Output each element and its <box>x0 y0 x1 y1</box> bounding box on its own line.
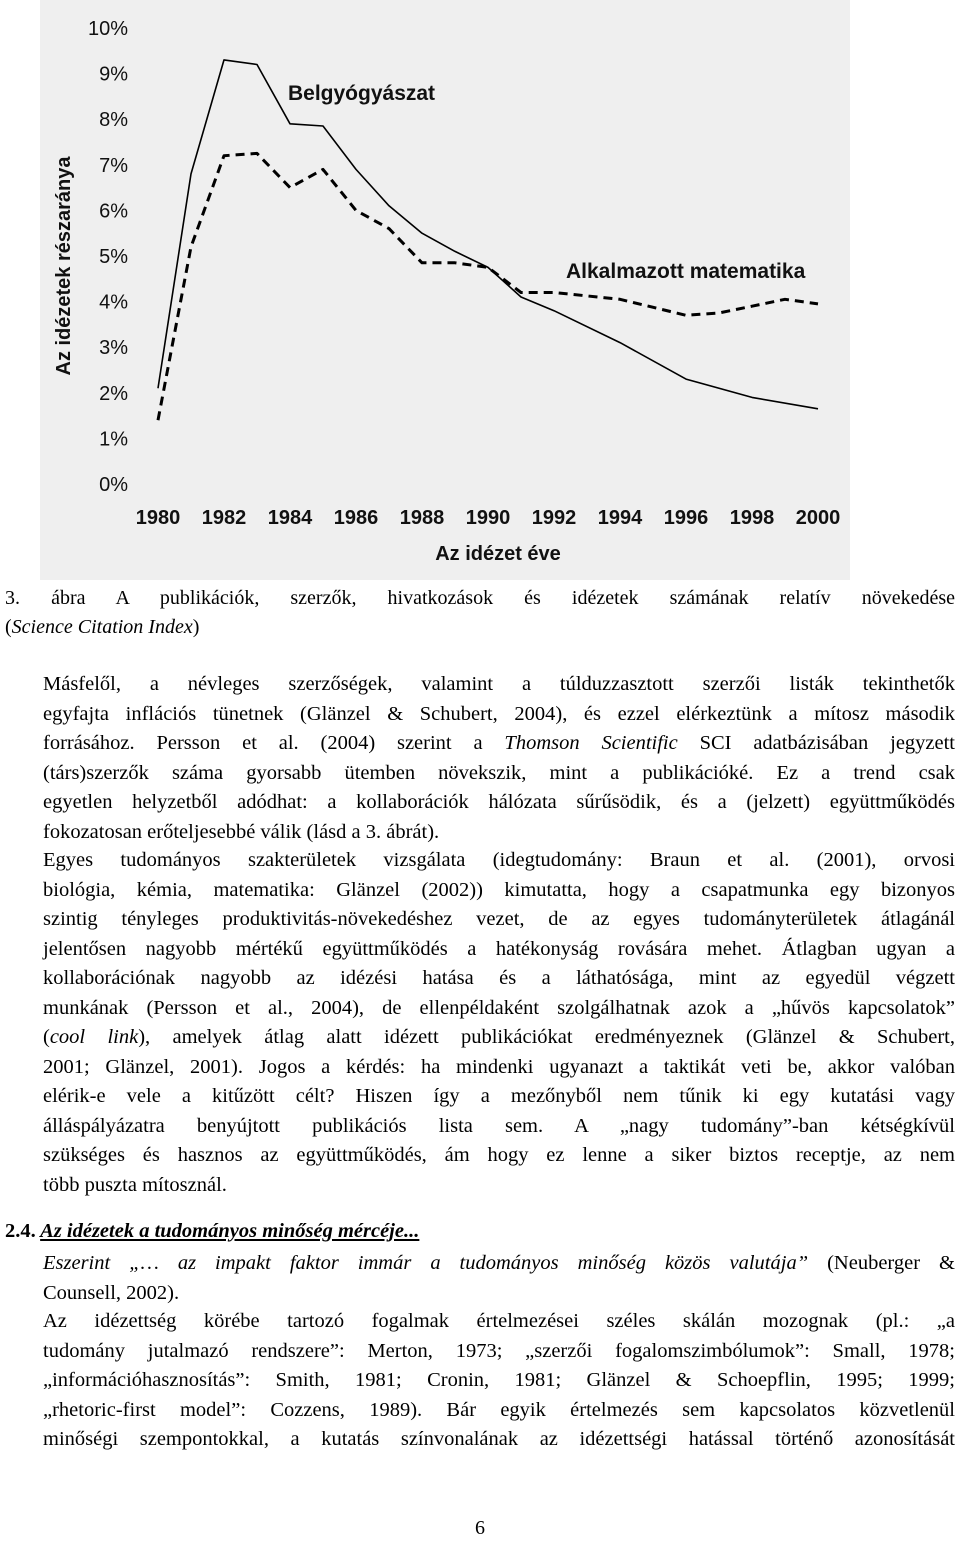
paragraph-line: munkának (Persson et al., 2004), de ellenpéldaként szolgálhatnak azok a „hűvös kapcsolatok” <box>43 996 955 1019</box>
y-tick-label: 3% <box>99 337 128 360</box>
x-tick-label: 1986 <box>333 507 379 529</box>
paragraph-line: egyetlen helyzetből adódhat: a kollaborációk hálózata sűrűsödik, és a (jelzett) együttműködés <box>43 791 955 813</box>
figure-caption <box>5 584 955 642</box>
y-tick-label: 8% <box>99 109 128 132</box>
paragraph-line: fokozatosan erőteljesebbé válik (lásd a 3. ábrát). <box>43 820 440 843</box>
y-tick-label: 1% <box>99 428 128 451</box>
caption-line-1: 3. ábra A publikációk, szerzők, hivatkozások és idézetek számának relatív növekedése <box>5 587 955 609</box>
paragraph-line <box>5 1023 955 1053</box>
x-tick-label: 1988 <box>399 507 445 529</box>
x-tick-label: 1980 <box>135 507 181 529</box>
text-run: forrásához. Persson et al. (2004) szerint a <box>43 732 505 754</box>
paragraph-line: szükséges és hasznos az együttműködés, ám hogy ez lenne a siker biztos receptje, az nem <box>43 1144 955 1166</box>
italic-term: cool link <box>49 1026 139 1048</box>
caption-paren-open: ( <box>5 616 12 638</box>
caption-line-2 <box>5 613 955 642</box>
paragraph-line: Az idézettség körébe tartozó fogalmak értelmezései széles skálán mozognak (pl.: „a <box>43 1310 955 1332</box>
series-line-1 <box>158 60 818 409</box>
x-tick-label: 1998 <box>729 507 775 529</box>
line-chart <box>40 0 850 580</box>
paragraph-line: Egyes tudományos szakterületek vizsgálata (idegtudomány: Braun et al. (2001), orvosi <box>43 849 955 871</box>
y-tick-label: 9% <box>99 63 128 86</box>
paragraph-2 <box>5 846 955 1200</box>
paragraph-line: „rhetoric-first model”: Cozzens, 1989). Bár egyik értelmezés sem kapcsolatos közvetlenül <box>43 1398 955 1421</box>
series-line-2 <box>158 153 818 420</box>
x-tick-label: 1996 <box>663 507 709 529</box>
y-tick-label: 7% <box>99 154 128 177</box>
paragraph-line: több puszta mítosznál. <box>43 1173 227 1196</box>
paragraph-line: tudomány jutalmazó rendszere”: Merton, 1973; „szerzői fogalomszimbólumok”: Small, 1978; <box>43 1339 955 1362</box>
text-run: ), amelyek átlag alatt idézett publikációkat eredményeznek (Glänzel & Schubert, <box>138 1026 955 1048</box>
italic-term: Thomson Scientific <box>504 732 678 754</box>
paragraph-line: álláspályázatra benyújtott publikációs lista sem. A „nagy tudomány”-ban kétségkívül <box>43 1114 955 1137</box>
figure-3-chart <box>40 0 850 580</box>
x-tick-label: 1992 <box>531 507 577 529</box>
x-tick-label: 1994 <box>597 507 643 529</box>
paragraph-3 <box>5 1249 955 1308</box>
y-tick-label: 0% <box>99 474 128 496</box>
x-tick-label: 2000 <box>795 507 841 529</box>
y-tick-label: 2% <box>99 382 128 405</box>
y-axis-label: Az idézetek részaránya <box>53 156 75 376</box>
x-axis-label: Az idézet éve <box>435 543 561 565</box>
text-run: (Neuberger & <box>808 1252 955 1274</box>
caption-source-name: Science Citation Index <box>11 616 193 638</box>
y-tick-label: 5% <box>99 246 128 268</box>
paragraph-line: (társ)szerzők száma gyorsabb ütemben növekszik, mint a publikációké. Ez a trend csak <box>43 761 955 784</box>
x-tick-label: 1990 <box>465 507 511 529</box>
x-tick-label: 1982 <box>201 507 247 529</box>
page-number: 6 <box>475 1517 485 1539</box>
y-tick-label: 4% <box>99 291 128 314</box>
paragraph-1 <box>5 670 955 847</box>
y-tick-label: 6% <box>99 200 128 223</box>
paragraph-line: biológia, kémia, matematika: Glänzel (2002)) kimutatta, hogy a csapatmunka egy bizonyos <box>43 878 955 901</box>
text-run: ( <box>43 1026 50 1048</box>
caption-paren-close: ) <box>192 616 200 638</box>
italic-quote: Eszerint „… az impakt faktor immár a tudományos minőség közös valutája” <box>43 1252 809 1274</box>
paragraph-line: elérik-e vele a kitűzött célt? Hiszen így a mezőnyből nem tűnik ki egy kutatási vagy <box>43 1085 955 1107</box>
paragraph-line: „információhasznosítás”: Smith, 1981; Cronin, 1981; Glänzel & Schoepflin, 1995; 1999; <box>43 1369 955 1391</box>
paragraph-line: 2001; Glänzel, 2001). Jogos a kérdés: ha mindenki ugyanazt a taktikát veti be, akkor valóban <box>43 1055 955 1078</box>
x-tick-label: 1984 <box>267 507 313 529</box>
paragraph-4 <box>5 1307 955 1455</box>
paragraph-line: minőségi szempontokkal, a kutatás színvonalának az idézettségi hatással történő azonosítását <box>43 1428 955 1450</box>
series-label-belgyogyaszat: Belgyógyászat <box>288 82 436 105</box>
section-heading <box>5 1220 419 1243</box>
paragraph-line: jelentősen nagyobb mértékű együttműködés a hatékonyság rovására mehet. Átlagban ugyan a <box>43 937 955 960</box>
series-label-alkalmazott-matematika: Alkalmazott matematika <box>566 260 806 283</box>
paragraph-line <box>5 1249 955 1279</box>
paragraph-line: Counsell, 2002). <box>43 1281 180 1304</box>
section-title: Az idézetek a tudományos minőség mércéje... <box>40 1220 420 1242</box>
section-number: 2.4. <box>5 1220 36 1242</box>
y-tick-label: 10% <box>87 18 128 40</box>
paragraph-line: egyfajta inflációs tünetnek (Glänzel & Schubert, 2004), és ezzel elérkeztünk a mítosz második <box>43 702 955 725</box>
paragraph-line: kollaborációnak nagyobb az idézési hatása és a láthatósága, mint az egyedül végzett <box>43 967 955 989</box>
paragraph-line: szintig tényleges produktivitás-növekedéshez vezet, de az egyes tudományterületek átlagánál <box>43 908 955 930</box>
text-run: SCI adatbázisában jegyzett <box>677 732 956 754</box>
paragraph-line <box>5 729 955 759</box>
paragraph-line: Másfelől, a névleges szerzőségek, valamint a túlduzzasztott szerzői listák tekinthetők <box>43 673 955 695</box>
